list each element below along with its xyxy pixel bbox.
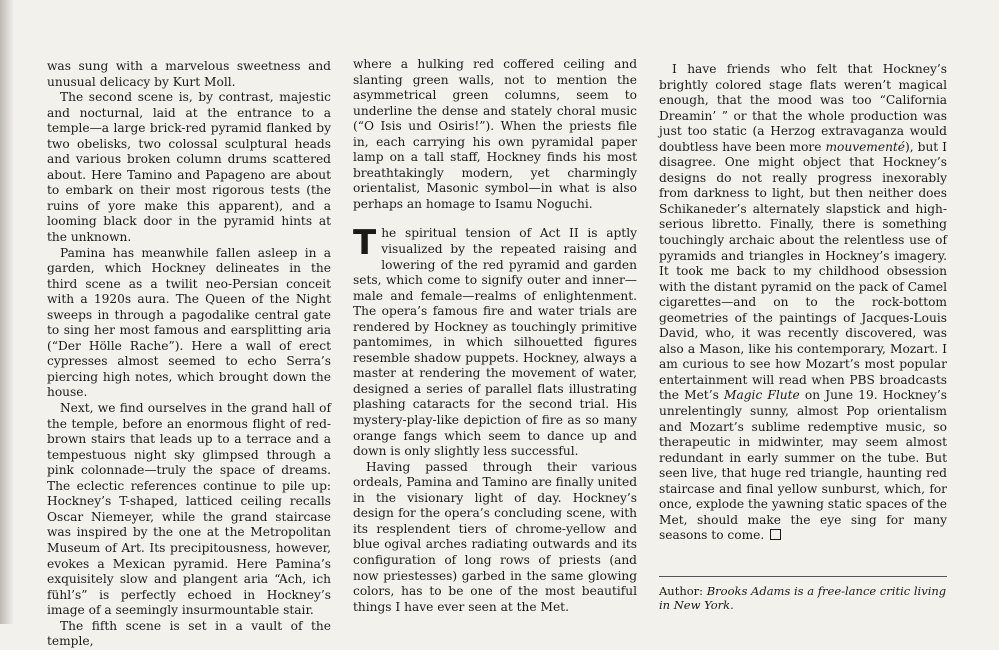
paragraph-text: on June 19. Hockney’s unrelentingly sunny, almost Pop orientalism and Mozart’s sublime redemptive music, so therapeutic in midwinter, may seem almost redundant in early summer on the tube. But seen live, that huge red triangle, haunting red staircase and final yellow sunburst, which, for once, explode the yawning static spaces of the Met, should make the eye sing for many seasons to come. [659,388,947,543]
end-of-article-mark [770,529,781,540]
column-3 [659,62,947,544]
emphasis-text: mouvementé [825,139,906,154]
paragraph: Pamina has meanwhile fallen asleep in a garden, which Hockney delineates in the third scene as a twilit neo-Persian conceit with a 1920s aura. The Queen of the Night sweeps in through a pagodalike central gate to sing her most famous and earsplitting aria (“Der Hölle Rache”). Here a wall of erect cypresses almost seemed to echo Serra’s piercing high notes, which brought down the house. [47,245,331,400]
paragraph-text: I have friends who felt that Hockney’s brightly colored stage flats weren’t magical enough, that the mood was too “California Dreamin’ ” or that the whole production was just too static (a Herzog extravaganza would doubtless have been more [659,62,947,154]
paragraph-text: he spiritual tension of Act II is aptly visualized by the repeated raising and lowering of the red pyramid and garden sets, which come to signify outer and inner—male and female—realms of enlightenment. The opera’s famous fire and water trials are rendered by Hockney as touchingly primitive pantomimes, in which silhouetted figures resemble shadow puppets. Hockney, always a master at rendering the movement of water, designed a series of parallel flats illustrating plashing cataracts for the second trial. His mystery-play-like depiction of fire as so many orange fangs which seem to dance up and down is only slightly less successful. [353,226,637,459]
paragraph: where a hulking red coffered ceiling and slanting green walls, not to mention the asymmetrical green columns, seem to underline the dense and stately choral music (“O Isis und Osiris!”). When the priests file in, each carrying his own pyramidal paper lamp on a tall staff, Hockney finds his most breathtakingly modern, yet charmingly orientalist, Masonic symbol—in what is also perhaps an homage to Isamu Noguchi. [353,57,637,211]
byline-text: Brooks Adams is a free-lance critic living in New York. [659,584,947,612]
paragraph: Having passed through their various ordeals, Pamina and Tamino are finally united in the visionary light of day. Hockney’s design for the opera’s concluding scene, with its resplendent tiers of chrome-yellow and blue ogival arches radiating outwards and its configuration of long rows of priests (and now priestesses) garbed in the same glowing colors, has to be one of the most beautiful things I have ever seen at the Met. [353,459,637,614]
column-2 [353,57,637,615]
paragraph: The fifth scene is set in a vault of the temple, [47,618,331,649]
byline-label: Author: [659,584,707,598]
drop-cap: T [353,223,377,264]
paragraph-text: ), but I disagree. One might object that Hockney’s designs do not really progress inexorably from darkness to light, but then neither does Schikaneder’s alternately slapstick and high-serious libretto. Finally, there is something touchingly archaic about the relentless use of pyramids and triangles in Hockney’s imagery. It took me back to my childhood obsession with the distant pyramid on the pack of Camel cigarettes—and on to the rock-bottom geometries of the paintings of Jacques-Louis David, who, it was recently discovered, was also a Mason, like his contemporary, Mozart. I am curious to see how Mozart’s most popular entertainment will read when PBS broadcasts the Met’s [659,139,947,403]
paragraph: was sung with a marvelous sweetness and unusual delicacy by Kurt Moll. [47,59,331,89]
paragraph-dropcap [353,223,637,459]
column-1 [47,59,331,650]
section-gap [353,212,637,226]
paragraph [659,62,947,544]
paragraph: The second scene is, by contrast, majestic and nocturnal, laid at the entrance to a temple—a large brick-red pyramid flanked by two obelisks, two colossal sculptural heads and various broken column drums scattered about. Here Tamino and Papageno are about to embark on their most rigorous tests (the ruins of yore make this apparent), and a looming black door in the pyramid hints at the unknown. [47,90,331,245]
page-edge-shadow [0,0,14,624]
author-byline [659,584,947,612]
paragraph: Next, we find ourselves in the grand hall of the temple, before an enormous flight of red-brown stairs that leads up to a terrace and a tempestuous night sky glimpsed through a pink colonnade—truly the space of dreams. The eclectic references continue to pile up: Hockney’s T-shaped, latticed ceiling recalls Oscar Niemeyer, while the grand staircase was inspired by the one at the Metropolitan Museum of Art. Its precipitousness, however, evokes a Mexican pyramid. Here Pamina’s exquisitely slow and plangent aria “Ach, ich fühl’s” is perfectly echoed in Hockney’s image of a seemingly insurmountable stair. [47,401,331,618]
emphasis-text: Magic Flute [724,388,800,403]
byline-rule [659,576,947,577]
